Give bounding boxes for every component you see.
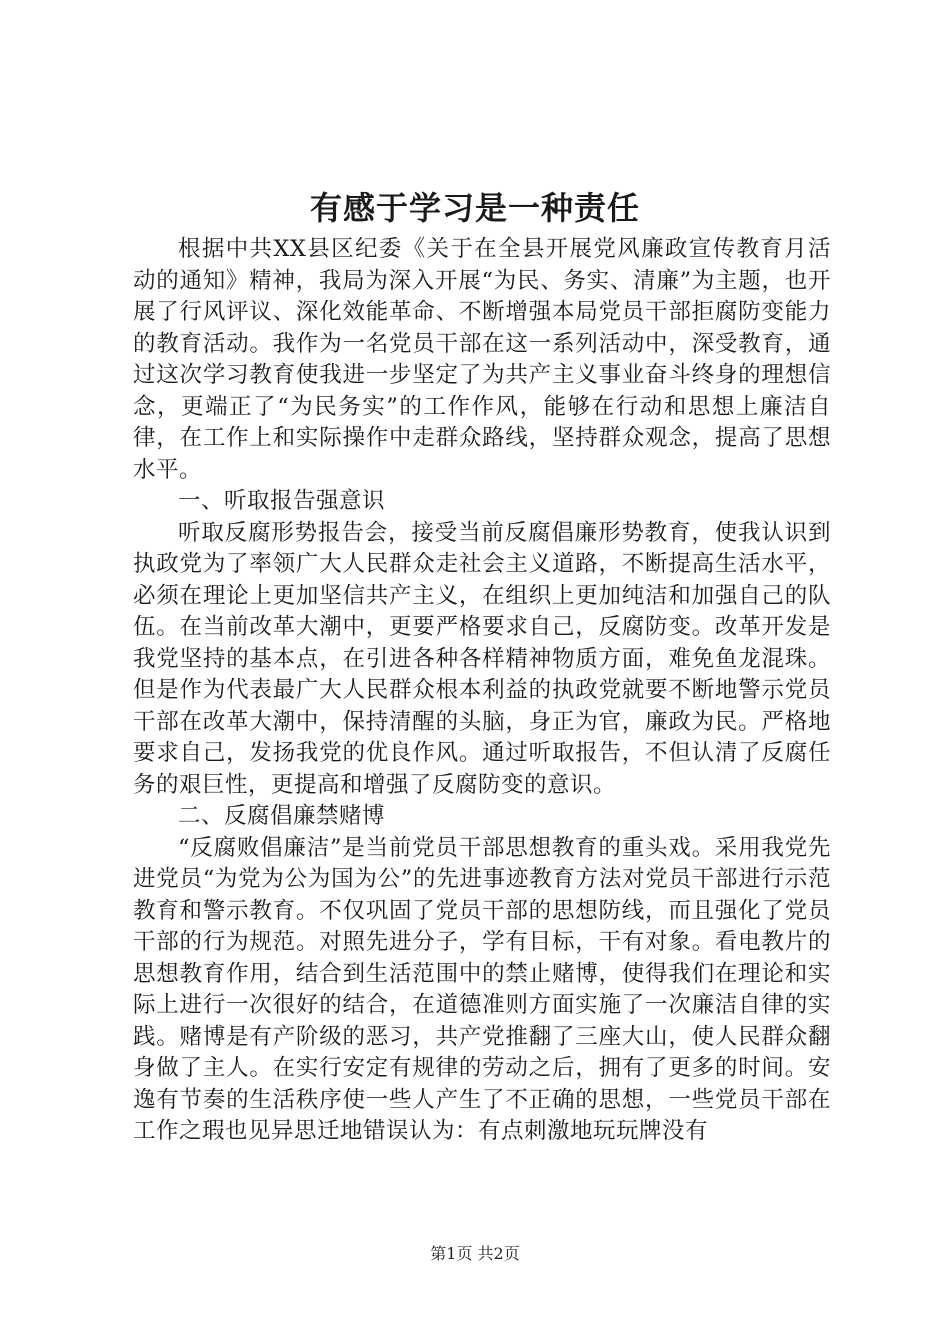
document-title: 有感于学习是一种责任 [309,189,640,227]
section-heading: 二、反腐倡廉禁赌博 [178,803,386,829]
document-body [133,234,831,1148]
body-paragraph: 根据中共XX县区纪委《关于在全县开展党风廉政宣传教育月活动的通知》精神，我局为深入开展“为民、务实、清廉”为主题，也开展了行风评议、深化效能革命、不断增强本局党员干部拒腐防变能力的教育活动。我作为一名党员干部在这一系列活动中，深受教育，通过这次学习教育使我进一步坚定了为共产主义事业奋斗终身的理想信念，更端正了“为民务实”的工作作风，能够在行动和思想上廉洁自律，在工作上和实际操作中走群众路线，坚持群众观念，提高了思想水平。 [133,236,831,483]
body-paragraph: 听取反腐形势报告会，接受当前反腐倡廉形势教育，使我认识到执政党为了率领广大人民群众走社会主义道路，不断提高生活水平，必须在理论上更加坚信共产主义，在组织上更加纯洁和加强自己的队伍。在当前改革大潮中，更要严格要求自己，反腐防变。改革开发是我党坚持的基本点，在引进各种各样精神物质方面，难免鱼龙混珠。但是作为代表最广大人民群众根本利益的执政党就要不断地警示党员干部在改革大潮中，保持清醒的头脑，身正为官，廉政为民。严格地要求自己，发扬我党的优良作风。通过听取报告，不但认清了反腐任务的艰巨性，更提高和增强了反腐防变的意识。 [133,519,831,798]
page-footer: 第1页 共2页 [430,1244,520,1263]
body-paragraph: “反腐败倡廉洁”是当前党员干部思想教育的重头戏。采用我党先进党员“为党为公为国为公”的先进事迹教育方法对党员干部进行示范教育和警示教育。不仅巩固了党员干部的思想防线，而且强化了党员干部的行为规范。对照先进分子，学有目标，干有对象。看电教片的思想教育作用，结合到生活范围中的禁止赌博，使得我们在理论和实际上进行一次很好的结合，在道德准则方面实施了一次廉洁自律的实践。赌博是有产阶级的恶习，共产党推翻了三座大山，使人民群众翻身做了主人。在实行安定有规律的劳动之后，拥有了更多的时间。安逸有节奏的生活秩序使一些人产生了不正确的思想，一些党员干部在工作之瑕也见异思迁地错误认为：有点刺激地玩玩牌没有 [133,834,831,1144]
section-heading: 一、听取报告强意识 [178,488,386,514]
